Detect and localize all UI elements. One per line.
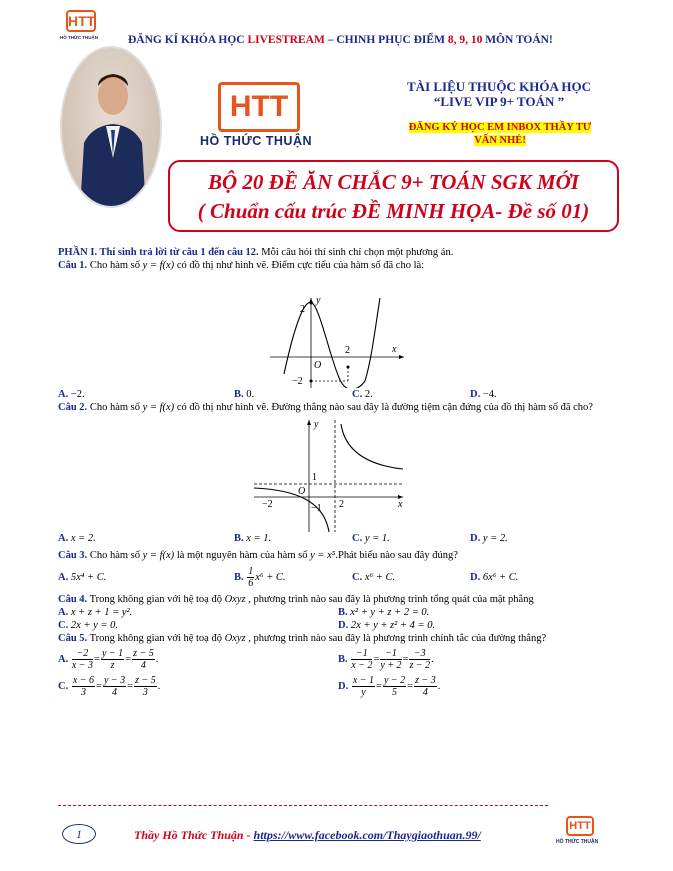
q2-text-b: có đồ thị như hình vẽ. Đường thẳng nào sau đây là đường tiệm cận đứng của đồ thị hàm số đã cho? bbox=[174, 402, 593, 413]
facebook-link[interactable]: https://www.facebook.com/Thaygiaothuan.99/ bbox=[253, 828, 481, 842]
q2-c-value: y = 1. bbox=[364, 533, 390, 544]
q4-option-b[interactable] bbox=[338, 606, 618, 619]
q5-options-row-2 bbox=[58, 675, 618, 698]
logo-large-caption: HỒ THỨC THUẬN bbox=[200, 134, 312, 148]
q5-d-f1-num: x − 1 bbox=[352, 675, 375, 686]
q4-b-key: B. bbox=[338, 607, 348, 618]
q4-text-a: Trong không gian với hệ toạ độ bbox=[87, 594, 225, 605]
q1-graph-container bbox=[58, 272, 618, 388]
q5-text-b: , phương trình nào sau đây là phương trình chính tắc của đường thẳng? bbox=[245, 633, 547, 644]
q2-b-value: x = 1. bbox=[246, 533, 272, 544]
course-line-1: TÀI LIỆU THUỘC KHÓA HỌC bbox=[407, 79, 591, 94]
q2-x-label: x bbox=[398, 499, 403, 510]
exam-title-line-2: ( Chuẩn cấu trúc ĐỀ MINH HỌA- Đề số 01) bbox=[197, 199, 590, 223]
q3-label: Câu 3. bbox=[58, 550, 88, 561]
q5-d-f1-den: y bbox=[361, 687, 366, 698]
q1-tick-x2: 2 bbox=[345, 345, 350, 356]
q5-b-frac-1 bbox=[351, 648, 372, 671]
page-number: 1 bbox=[62, 824, 96, 844]
q2-b-key: B. bbox=[234, 533, 244, 544]
q3-func2: y = x⁵ bbox=[310, 550, 336, 561]
q2-graph bbox=[58, 414, 618, 532]
q2-tick-neg2: −2 bbox=[262, 499, 273, 510]
q1-b-value: 0. bbox=[246, 389, 255, 400]
q5-c-frac-2 bbox=[103, 675, 126, 698]
q5-a-f1-num: −2 bbox=[72, 648, 93, 660]
question-5 bbox=[58, 632, 618, 645]
q5-c-f2-den: 4 bbox=[112, 687, 118, 698]
q4-option-c[interactable] bbox=[58, 619, 338, 632]
exam-title-box bbox=[168, 160, 619, 232]
q5-d-key: D. bbox=[338, 680, 349, 692]
q1-d-key: D. bbox=[470, 389, 481, 400]
htt-logo-large: HTT bbox=[218, 82, 300, 132]
q5-c-f3-den: 3 bbox=[142, 687, 148, 698]
q1-options bbox=[58, 388, 618, 401]
q2-option-b[interactable] bbox=[234, 532, 352, 545]
q3-option-b[interactable] bbox=[234, 566, 352, 589]
teacher-photo bbox=[60, 46, 162, 208]
q5-d-frac-2 bbox=[383, 675, 406, 698]
q5-c-key: C. bbox=[58, 680, 69, 692]
q2-a-value: x = 2. bbox=[70, 533, 96, 544]
q3-option-a[interactable] bbox=[58, 571, 234, 584]
banner-suffix: MÔN TOÁN! bbox=[482, 34, 553, 46]
q3-d-key: D. bbox=[470, 572, 481, 583]
q5-b-f1-den: x − 2 bbox=[351, 660, 373, 671]
q1-tick-neg2: −2 bbox=[292, 376, 303, 387]
banner-scores: 8, 9, 10 bbox=[447, 34, 483, 46]
q5-c-f2-num: y − 3 bbox=[103, 675, 126, 686]
q4-options-row-1 bbox=[58, 606, 618, 619]
inbox-line-1: ĐĂNG KÝ HỌC EM INBOX THẦY TƯ bbox=[408, 122, 592, 133]
q1-option-c[interactable] bbox=[352, 388, 470, 401]
question-4 bbox=[58, 593, 618, 606]
question-2 bbox=[58, 401, 618, 414]
q2-option-a[interactable] bbox=[58, 532, 234, 545]
q5-a-key: A. bbox=[58, 653, 69, 665]
q5-b-f2-num: −1 bbox=[380, 648, 401, 660]
q1-func: y = f(x) bbox=[142, 260, 175, 271]
q4-option-d[interactable] bbox=[338, 619, 618, 632]
q3-text-c: .Phát biểu nào sau đây đúng? bbox=[335, 550, 458, 561]
part1-instruction: Mỗi câu hỏi thí sinh chỉ chọn một phương án. bbox=[258, 247, 454, 258]
q5-option-c[interactable]: C. $\frac{x - 6}{3}$ = $\frac{y - 3}{4}$ = $\frac{z - 5}{3}$ . bbox=[58, 675, 161, 698]
q2-tick-1: 1 bbox=[312, 472, 317, 483]
q5-a-f2-den: z bbox=[110, 660, 115, 671]
q4-a-value: x + z + 1 = y². bbox=[70, 607, 133, 618]
question-1 bbox=[58, 259, 618, 272]
htt-logo-footer: HTT bbox=[566, 816, 594, 836]
q5-b-key: B. bbox=[338, 653, 348, 665]
q1-origin-label: O bbox=[314, 360, 322, 371]
banner-mid: – CHINH PHỤC ĐIỂM bbox=[324, 34, 448, 46]
q3-b-fraction bbox=[247, 566, 254, 589]
part1-heading bbox=[58, 246, 618, 259]
q5-d-frac-1 bbox=[352, 675, 375, 698]
q4-text-b: , phương trình nào sau đây là phương trình tổng quát của mặt phẳng bbox=[245, 594, 534, 605]
q5-a-f3-den: 4 bbox=[140, 660, 146, 671]
q3-text-a: Cho hàm số bbox=[87, 550, 143, 561]
q4-option-a[interactable] bbox=[58, 606, 338, 619]
q1-option-b[interactable] bbox=[234, 388, 352, 401]
q2-label: Câu 2. bbox=[58, 402, 88, 413]
q1-text-a: Cho hàm số bbox=[87, 260, 143, 271]
q1-y-label: y bbox=[316, 295, 321, 306]
q2-text-a: Cho hàm số bbox=[87, 402, 143, 413]
inbox-note bbox=[380, 121, 620, 147]
q5-a-f1-den: x − 3 bbox=[71, 660, 94, 671]
q2-options bbox=[58, 532, 618, 545]
q2-func: y = f(x) bbox=[142, 402, 175, 413]
q5-text-a: Trong không gian với hệ toạ độ bbox=[87, 633, 225, 644]
q5-option-b[interactable]: B. $\frac{-1}{x - 2}$ = $\frac{-1}{y + 2}$ = $\frac{-3}{z - 2}$ . bbox=[338, 648, 434, 671]
footer-divider bbox=[58, 805, 548, 806]
q1-x-label: x bbox=[392, 344, 397, 355]
exam-title-line-1: BỘ 20 ĐỀ ĂN CHẮC 9+ TOÁN SGK MỚI bbox=[208, 170, 579, 194]
q3-func: y = f(x) bbox=[142, 550, 175, 561]
part1-title: PHẦN I. Thí sinh trả lời từ câu 1 đến câu 12. bbox=[58, 247, 259, 258]
question-3 bbox=[58, 549, 618, 562]
q5-b-f1-num: −1 bbox=[351, 648, 372, 660]
banner-prefix: ĐĂNG KÍ KHÓA HỌC bbox=[128, 34, 248, 46]
q1-label: Câu 1. bbox=[58, 260, 88, 271]
q5-b-f3-den: z − 2 bbox=[409, 660, 431, 671]
q5-system: Oxyz bbox=[224, 633, 246, 644]
footer-credit bbox=[134, 828, 481, 843]
q4-a-key: A. bbox=[58, 607, 69, 618]
q3-c-value: x⁶ + C. bbox=[364, 572, 396, 583]
q3-b-key: B. bbox=[234, 571, 244, 583]
q2-c-key: C. bbox=[352, 533, 363, 544]
q1-c-key: C. bbox=[352, 389, 363, 400]
course-line-2: “LIVE VIP 9+ TOÁN ” bbox=[433, 94, 565, 109]
q1-d-value: −4. bbox=[482, 389, 497, 400]
q4-b-value: x² + y + z + 2 = 0. bbox=[350, 607, 430, 618]
q3-a-key: A. bbox=[58, 572, 69, 583]
q5-c-frac-3 bbox=[134, 675, 157, 698]
top-banner bbox=[128, 34, 553, 46]
footer-logo-caption: HỒ THỨC THUẬN bbox=[556, 839, 599, 845]
q1-b-key: B. bbox=[234, 389, 244, 400]
q2-option-d[interactable] bbox=[470, 532, 588, 545]
q5-b-frac-2 bbox=[380, 648, 401, 671]
footer-separator: - bbox=[243, 828, 254, 842]
q1-option-a[interactable] bbox=[58, 388, 234, 401]
q4-c-key: C. bbox=[58, 620, 69, 631]
q5-a-frac-2 bbox=[101, 648, 124, 671]
q5-c-f3-num: z − 5 bbox=[135, 675, 156, 686]
q4-d-value: 2x + y + z² + 4 = 0. bbox=[350, 620, 436, 631]
banner-live: LIVESTREAM bbox=[247, 34, 325, 46]
q5-options-row-1 bbox=[58, 648, 618, 671]
q3-a-value: 5x⁴ + C. bbox=[70, 572, 107, 583]
q2-y-label: y bbox=[314, 419, 319, 430]
q2-graph-container bbox=[58, 414, 618, 532]
q4-options-row-2 bbox=[58, 619, 618, 632]
q3-b-value: x⁶ + C. bbox=[255, 571, 286, 583]
teacher-figure-icon bbox=[62, 48, 162, 208]
exam-content bbox=[58, 246, 618, 698]
q5-d-f3-den: 4 bbox=[422, 687, 428, 698]
q5-a-f3-num: z − 5 bbox=[133, 648, 154, 659]
q2-tick-neg1: −1 bbox=[311, 503, 322, 514]
inbox-line-2: VẤN NHÉ! bbox=[474, 135, 526, 146]
q5-b-f2-den: y + 2 bbox=[380, 660, 402, 671]
q2-a-key: A. bbox=[58, 533, 69, 544]
q3-options bbox=[58, 566, 618, 589]
q3-c-key: C. bbox=[352, 572, 363, 583]
q2-d-key: D. bbox=[470, 533, 481, 544]
course-title bbox=[374, 79, 624, 109]
q1-option-d[interactable] bbox=[470, 388, 588, 401]
q5-b-frac-3 bbox=[409, 648, 430, 671]
q5-a-f2-num: y − 1 bbox=[101, 648, 124, 659]
q5-d-f2-den: 5 bbox=[392, 687, 398, 698]
q1-c-value: 2. bbox=[364, 389, 373, 400]
q4-label: Câu 4. bbox=[58, 594, 88, 605]
q1-graph bbox=[58, 272, 618, 388]
q5-a-frac-3 bbox=[132, 648, 155, 671]
footer-author: Thầy Hồ Thức Thuận bbox=[134, 828, 244, 842]
q2-option-c[interactable] bbox=[352, 532, 470, 545]
q5-option-a[interactable]: A. $\frac{-2}{x - 3}$ = $\frac{y - 1}{z}$ = $\frac{z - 5}{4}$ . bbox=[58, 648, 159, 671]
q3-option-d[interactable] bbox=[470, 571, 588, 584]
q5-label: Câu 5. bbox=[58, 633, 88, 644]
q1-a-value: −2. bbox=[70, 389, 85, 400]
q1-a-key: A. bbox=[58, 389, 69, 400]
q5-c-f1-den: 3 bbox=[80, 687, 86, 698]
q3-option-c[interactable] bbox=[352, 571, 470, 584]
q4-d-key: D. bbox=[338, 620, 349, 631]
q5-d-f3-num: z − 3 bbox=[415, 675, 436, 686]
q5-a-frac-1 bbox=[72, 648, 93, 671]
q2-origin-label: O bbox=[298, 486, 306, 497]
q5-d-f2-num: y − 2 bbox=[383, 675, 406, 686]
q3-b-den: 6 bbox=[248, 578, 254, 589]
logo-small-caption: HỒ THỨC THUẬN bbox=[60, 35, 98, 40]
q5-c-f1-num: x − 6 bbox=[72, 675, 95, 686]
q5-c-frac-1 bbox=[72, 675, 95, 698]
q2-d-value: y = 2. bbox=[482, 533, 508, 544]
q4-system: Oxyz bbox=[224, 594, 246, 605]
q5-option-d[interactable]: D. $\frac{x - 1}{y}$ = $\frac{y - 2}{5}$ = $\frac{z - 3}{4}$ . bbox=[338, 675, 441, 698]
q5-b-f3-num: −3 bbox=[409, 648, 430, 660]
q5-d-frac-3 bbox=[414, 675, 437, 698]
q3-b-num: 1 bbox=[248, 566, 254, 577]
q2-tick-2: 2 bbox=[339, 499, 344, 510]
q4-c-value: 2x + y = 0. bbox=[70, 620, 118, 631]
q3-text-b: là một nguyên hàm của hàm số bbox=[174, 550, 311, 561]
q1-text-b: có đồ thị như hình vẽ. Điểm cực tiểu của hàm số đã cho là: bbox=[174, 260, 425, 271]
htt-logo-small: HTT bbox=[66, 10, 96, 32]
q1-tick-2: 2 bbox=[300, 304, 305, 315]
q3-d-value: 6x⁶ + C. bbox=[482, 572, 519, 583]
